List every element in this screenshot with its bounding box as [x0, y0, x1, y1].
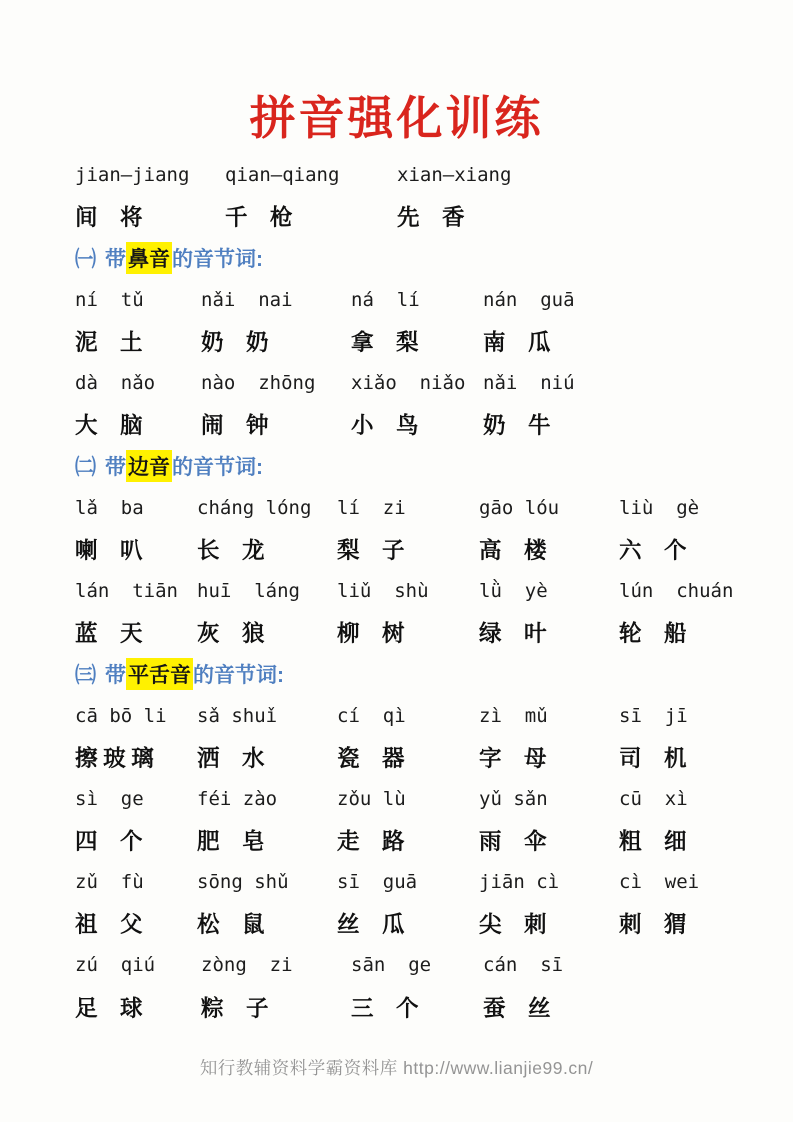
hanzi-word: 六 个 [619, 538, 687, 564]
pinyin-word: lǎ ba [75, 496, 144, 519]
section-suffix: 的音节词: [193, 663, 284, 687]
pinyin-word: zǔ fù [75, 870, 144, 893]
pinyin-word: zòng zi [201, 954, 293, 977]
hanzi-line [75, 196, 743, 238]
pinyin-word: jian—jiang [75, 163, 190, 186]
pinyin-word: sī jī [619, 704, 688, 727]
hanzi-word: 小 鸟 [351, 413, 419, 439]
hanzi-word: 擦 玻 璃 [75, 746, 154, 772]
pinyin-line [75, 695, 743, 737]
section-highlight: 边音 [126, 450, 172, 482]
pinyin-word: dà nǎo [75, 371, 156, 394]
pinyin-word: jiān cì [479, 870, 560, 893]
hanzi-line [75, 528, 743, 570]
hanzi-word: 洒 水 [197, 746, 265, 772]
pinyin-word: cì wei [619, 870, 700, 893]
pinyin-line [75, 362, 743, 404]
hanzi-line [75, 736, 743, 778]
hanzi-word: 千 枪 [225, 205, 293, 231]
hanzi-word: 三 个 [351, 995, 419, 1021]
hanzi-word: 粽 子 [201, 995, 269, 1021]
section-suffix: 的音节词: [172, 455, 263, 479]
pinyin-word: nán guā [483, 288, 575, 311]
pinyin-word: nào zhōng [201, 371, 316, 394]
section-header [75, 445, 743, 487]
hanzi-word: 奶 牛 [483, 413, 551, 439]
hanzi-word: 蚕 丝 [483, 995, 551, 1021]
section-header [75, 237, 743, 279]
pinyin-word: xian—xiang [397, 163, 512, 186]
section-header [75, 653, 743, 695]
hanzi-word: 闹 钟 [201, 413, 269, 439]
pinyin-word: sī guā [337, 870, 418, 893]
hanzi-word: 雨 伞 [479, 829, 547, 855]
section-number: ㈢ [75, 663, 96, 687]
hanzi-line [75, 986, 743, 1028]
section-prefix: 带 [105, 455, 126, 479]
hanzi-word: 瓷 器 [337, 746, 405, 772]
hanzi-word: 奶 奶 [201, 330, 269, 356]
pinyin-word: nǎi nai [201, 288, 293, 311]
pinyin-word: cán sī [483, 954, 564, 977]
hanzi-line [75, 903, 743, 945]
pinyin-word: cháng lóng [197, 496, 312, 519]
pinyin-word: ní tǔ [75, 288, 144, 311]
hanzi-word: 司 机 [619, 746, 687, 772]
pinyin-word: lún chuán [619, 579, 734, 602]
pinyin-word: féi zào [197, 787, 278, 810]
pinyin-word: nǎi niú [483, 371, 575, 394]
pinyin-word: sōng shǔ [197, 870, 289, 893]
section-highlight: 鼻音 [126, 242, 172, 274]
pinyin-word: zǒu lù [337, 787, 406, 810]
hanzi-line [75, 820, 743, 862]
hanzi-word: 粗 细 [619, 829, 687, 855]
hanzi-word: 轮 船 [619, 621, 687, 647]
pinyin-word: lǜ yè [479, 579, 548, 602]
hanzi-word: 足 球 [75, 995, 143, 1021]
pinyin-word: lí zi [337, 496, 406, 519]
pinyin-word: huī láng [197, 579, 300, 602]
pinyin-word: ná lí [351, 288, 420, 311]
pinyin-line [75, 154, 743, 196]
pinyin-word: liǔ shù [337, 579, 429, 602]
worksheet-content [0, 152, 793, 1027]
hanzi-line [75, 404, 743, 446]
pinyin-line [75, 778, 743, 820]
hanzi-word: 祖 父 [75, 912, 143, 938]
pinyin-word: sì ge [75, 787, 144, 810]
hanzi-word: 柳 树 [337, 621, 405, 647]
pinyin-word: sān ge [351, 954, 432, 977]
pinyin-word: cí qì [337, 704, 406, 727]
pinyin-word: xiǎo niǎo [351, 371, 466, 394]
hanzi-word: 松 鼠 [197, 912, 265, 938]
pinyin-word: cā bō li [75, 704, 167, 727]
hanzi-word: 尖 刺 [479, 912, 547, 938]
pinyin-word: gāo lóu [479, 496, 560, 519]
pinyin-line [75, 861, 743, 903]
section-number: ㈠ [75, 247, 96, 271]
pinyin-line [75, 487, 743, 529]
hanzi-word: 南 瓜 [483, 330, 551, 356]
hanzi-word: 四 个 [75, 829, 143, 855]
pinyin-line [75, 570, 743, 612]
section-prefix: 带 [105, 247, 126, 271]
hanzi-word: 肥 皂 [197, 829, 265, 855]
page-title: 拼音强化训练 [249, 92, 544, 144]
pinyin-word: sǎ shuǐ [197, 704, 278, 727]
hanzi-word: 绿 叶 [479, 621, 547, 647]
hanzi-word: 字 母 [479, 746, 547, 772]
hanzi-word: 走 路 [337, 829, 405, 855]
pinyin-word: zú qiú [75, 954, 156, 977]
section-prefix: 带 [105, 663, 126, 687]
pinyin-line [75, 279, 743, 321]
hanzi-word: 先 香 [397, 205, 465, 231]
pinyin-word: zì mǔ [479, 704, 548, 727]
pinyin-word: liù gè [619, 496, 700, 519]
section-number: ㈡ [75, 455, 96, 479]
hanzi-line [75, 320, 743, 362]
footer-watermark: 知行教辅资料学霸资料库 http://www.lianjie99.cn/ [199, 1058, 594, 1078]
pinyin-word: qian—qiang [225, 163, 340, 186]
hanzi-word: 刺 猬 [619, 912, 687, 938]
hanzi-word: 泥 土 [75, 330, 143, 356]
hanzi-word: 灰 狼 [197, 621, 265, 647]
pinyin-word: cū xì [619, 787, 688, 810]
hanzi-word: 丝 瓜 [337, 912, 405, 938]
pinyin-word: lán tiān [75, 579, 178, 602]
pinyin-word: yǔ sǎn [479, 787, 548, 810]
hanzi-line [75, 612, 743, 654]
hanzi-word: 拿 梨 [351, 330, 419, 356]
hanzi-word: 间 将 [75, 205, 143, 231]
hanzi-word: 大 脑 [75, 413, 143, 439]
hanzi-word: 蓝 天 [75, 621, 143, 647]
hanzi-word: 高 楼 [479, 538, 547, 564]
hanzi-word: 喇 叭 [75, 538, 143, 564]
pinyin-line [75, 944, 743, 986]
hanzi-word: 梨 子 [337, 538, 405, 564]
section-suffix: 的音节词: [172, 247, 263, 271]
section-highlight: 平舌音 [126, 658, 193, 690]
hanzi-word: 长 龙 [197, 538, 265, 564]
